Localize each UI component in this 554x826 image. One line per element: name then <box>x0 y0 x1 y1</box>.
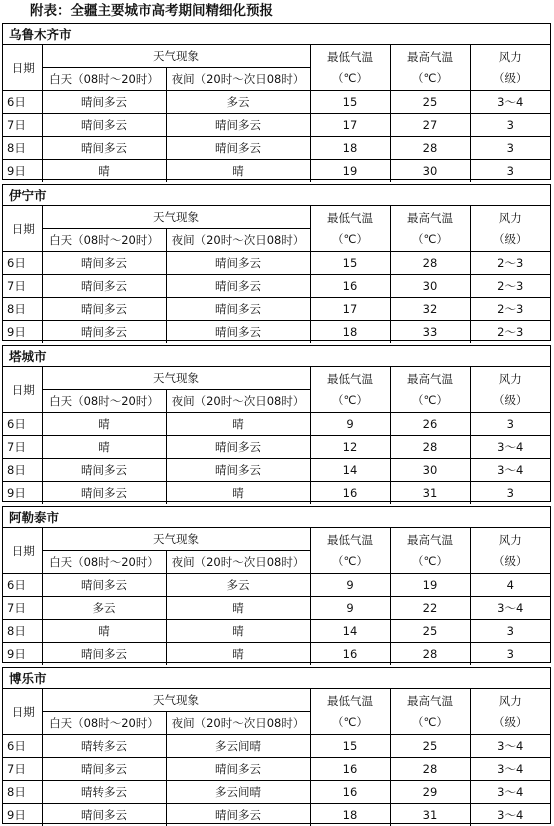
wind-cell: 3 <box>470 482 550 505</box>
table-row <box>3 137 550 160</box>
date-cell: 7日 <box>3 597 42 620</box>
night-weather-cell: 晴间多云 <box>166 275 310 298</box>
wind-cell: 3～4 <box>470 781 550 804</box>
date-header: 日期 <box>3 689 42 735</box>
tmax-cell: 25 <box>390 91 470 114</box>
tmax-cell: 27 <box>390 114 470 137</box>
tmax-cell: 19 <box>390 574 470 597</box>
table-row <box>3 91 550 114</box>
date-cell: 7日 <box>3 114 42 137</box>
forecast-table <box>3 45 550 182</box>
forecast-table <box>3 689 550 826</box>
table-row <box>3 252 550 275</box>
city-section <box>2 23 551 180</box>
date-cell: 8日 <box>3 620 42 643</box>
city-name: 伊宁市 <box>3 185 550 206</box>
wind-header: 风力 （级） <box>470 528 550 574</box>
page-title: 附表：全疆主要城市高考期间精细化预报 <box>30 1 273 21</box>
tmin-cell: 16 <box>310 275 390 298</box>
date-cell: 6日 <box>3 413 42 436</box>
tmax-header: 最高气温 （℃） <box>390 528 470 574</box>
date-cell: 6日 <box>3 735 42 758</box>
table-row <box>3 413 550 436</box>
tmax-header: 最高气温 （℃） <box>390 689 470 735</box>
tmax-cell: 28 <box>390 252 470 275</box>
night-weather-cell: 晴间多云 <box>166 804 310 826</box>
day-weather-cell: 晴 <box>42 160 166 183</box>
date-cell: 9日 <box>3 482 42 505</box>
day-weather-cell: 晴间多云 <box>42 252 166 275</box>
night-weather-cell: 晴间多云 <box>166 298 310 321</box>
tmin-cell: 17 <box>310 114 390 137</box>
date-cell: 9日 <box>3 321 42 344</box>
city-section <box>2 184 551 341</box>
day-weather-cell: 晴转多云 <box>42 781 166 804</box>
night-weather-cell: 多云间晴 <box>166 781 310 804</box>
header-row <box>3 367 550 390</box>
day-weather-cell: 晴 <box>42 413 166 436</box>
night-weather-cell: 晴间多云 <box>166 114 310 137</box>
weather-header: 天气现象 <box>42 689 310 712</box>
table-row <box>3 114 550 137</box>
tmin-cell: 18 <box>310 804 390 826</box>
day-weather-cell: 晴间多云 <box>42 321 166 344</box>
wind-header: 风力 （级） <box>470 206 550 252</box>
tmin-cell: 17 <box>310 298 390 321</box>
tmax-header: 最高气温 （℃） <box>390 45 470 91</box>
night-weather-cell: 多云 <box>166 574 310 597</box>
tmin-cell: 9 <box>310 413 390 436</box>
wind-cell: 3 <box>470 114 550 137</box>
table-row <box>3 620 550 643</box>
date-cell: 7日 <box>3 275 42 298</box>
day-weather-cell: 晴间多云 <box>42 114 166 137</box>
tmax-cell: 31 <box>390 804 470 826</box>
wind-header: 风力 （级） <box>470 367 550 413</box>
table-row <box>3 804 550 826</box>
header-row <box>3 528 550 551</box>
table-row <box>3 643 550 666</box>
table-row <box>3 574 550 597</box>
tmin-cell: 12 <box>310 436 390 459</box>
date-cell: 9日 <box>3 804 42 826</box>
tmin-cell: 18 <box>310 137 390 160</box>
tmin-cell: 19 <box>310 160 390 183</box>
city-section <box>2 345 551 502</box>
day-weather-cell: 晴间多云 <box>42 91 166 114</box>
night-weather-cell: 晴间多云 <box>166 758 310 781</box>
night-header: 夜间（20时～次日08时） <box>166 551 310 574</box>
night-weather-cell: 晴 <box>166 643 310 666</box>
day-weather-cell: 晴间多云 <box>42 758 166 781</box>
forecast-table <box>3 367 550 504</box>
night-weather-cell: 晴 <box>166 597 310 620</box>
table-row <box>3 735 550 758</box>
date-cell: 9日 <box>3 643 42 666</box>
day-weather-cell: 晴转多云 <box>42 735 166 758</box>
tmin-cell: 14 <box>310 459 390 482</box>
tmin-cell: 15 <box>310 91 390 114</box>
tmax-cell: 25 <box>390 735 470 758</box>
wind-header: 风力 （级） <box>470 45 550 91</box>
wind-cell: 3～4 <box>470 436 550 459</box>
wind-cell: 3～4 <box>470 804 550 826</box>
forecast-table <box>3 206 550 343</box>
tmax-cell: 33 <box>390 321 470 344</box>
tmin-header: 最低气温 （℃） <box>310 206 390 252</box>
night-weather-cell: 晴间多云 <box>166 252 310 275</box>
tmax-cell: 30 <box>390 275 470 298</box>
day-weather-cell: 晴间多云 <box>42 459 166 482</box>
tmax-cell: 28 <box>390 137 470 160</box>
day-header: 白天（08时～20时） <box>42 551 166 574</box>
tmin-header: 最低气温 （℃） <box>310 367 390 413</box>
table-row <box>3 758 550 781</box>
tmin-cell: 16 <box>310 482 390 505</box>
tmin-cell: 16 <box>310 643 390 666</box>
date-cell: 8日 <box>3 298 42 321</box>
header-row <box>3 689 550 712</box>
wind-cell: 3 <box>470 137 550 160</box>
night-weather-cell: 晴 <box>166 620 310 643</box>
day-weather-cell: 晴间多云 <box>42 482 166 505</box>
wind-cell: 3 <box>470 620 550 643</box>
table-row <box>3 436 550 459</box>
tmax-cell: 28 <box>390 436 470 459</box>
wind-cell: 2～3 <box>470 252 550 275</box>
night-weather-cell: 多云 <box>166 91 310 114</box>
wind-cell: 2～3 <box>470 321 550 344</box>
table-row <box>3 275 550 298</box>
date-cell: 9日 <box>3 160 42 183</box>
wind-cell: 2～3 <box>470 275 550 298</box>
table-row <box>3 298 550 321</box>
table-row <box>3 459 550 482</box>
table-row <box>3 482 550 505</box>
wind-cell: 3 <box>470 160 550 183</box>
date-header: 日期 <box>3 528 42 574</box>
wind-cell: 3～4 <box>470 735 550 758</box>
header-row <box>3 45 550 68</box>
day-weather-cell: 晴间多云 <box>42 643 166 666</box>
date-header: 日期 <box>3 45 42 91</box>
city-name: 博乐市 <box>3 668 550 689</box>
night-weather-cell: 晴 <box>166 482 310 505</box>
table-row <box>3 321 550 344</box>
date-cell: 6日 <box>3 252 42 275</box>
day-header: 白天（08时～20时） <box>42 68 166 91</box>
day-weather-cell: 晴 <box>42 620 166 643</box>
tmin-cell: 9 <box>310 597 390 620</box>
night-weather-cell: 晴间多云 <box>166 137 310 160</box>
tmin-header: 最低气温 （℃） <box>310 689 390 735</box>
tmax-cell: 25 <box>390 620 470 643</box>
date-cell: 6日 <box>3 91 42 114</box>
tmin-header: 最低气温 （℃） <box>310 45 390 91</box>
tmax-cell: 31 <box>390 482 470 505</box>
tmin-cell: 18 <box>310 321 390 344</box>
day-weather-cell: 晴间多云 <box>42 804 166 826</box>
night-header: 夜间（20时～次日08时） <box>166 229 310 252</box>
night-weather-cell: 多云间晴 <box>166 735 310 758</box>
tmax-cell: 28 <box>390 643 470 666</box>
night-weather-cell: 晴间多云 <box>166 321 310 344</box>
weather-header: 天气现象 <box>42 45 310 68</box>
date-cell: 7日 <box>3 436 42 459</box>
city-name: 阿勒泰市 <box>3 507 550 528</box>
header-row <box>3 206 550 229</box>
tmax-cell: 32 <box>390 298 470 321</box>
day-header: 白天（08时～20时） <box>42 390 166 413</box>
table-row <box>3 781 550 804</box>
night-header: 夜间（20时～次日08时） <box>166 68 310 91</box>
tmax-header: 最高气温 （℃） <box>390 206 470 252</box>
tmax-cell: 22 <box>390 597 470 620</box>
night-weather-cell: 晴 <box>166 413 310 436</box>
tmin-cell: 15 <box>310 735 390 758</box>
wind-cell: 3～4 <box>470 91 550 114</box>
date-cell: 8日 <box>3 781 42 804</box>
city-section <box>2 506 551 663</box>
wind-cell: 3～4 <box>470 459 550 482</box>
table-row <box>3 160 550 183</box>
wind-cell: 3 <box>470 413 550 436</box>
night-weather-cell: 晴 <box>166 160 310 183</box>
day-weather-cell: 多云 <box>42 597 166 620</box>
night-header: 夜间（20时～次日08时） <box>166 390 310 413</box>
wind-cell: 3 <box>470 643 550 666</box>
night-weather-cell: 晴间多云 <box>166 436 310 459</box>
date-cell: 7日 <box>3 758 42 781</box>
weather-header: 天气现象 <box>42 528 310 551</box>
tmax-cell: 30 <box>390 160 470 183</box>
day-weather-cell: 晴间多云 <box>42 275 166 298</box>
date-cell: 8日 <box>3 137 42 160</box>
tmin-cell: 15 <box>310 252 390 275</box>
day-weather-cell: 晴间多云 <box>42 298 166 321</box>
wind-cell: 3～4 <box>470 597 550 620</box>
night-header: 夜间（20时～次日08时） <box>166 712 310 735</box>
wind-cell: 4 <box>470 574 550 597</box>
table-row <box>3 597 550 620</box>
tmin-cell: 14 <box>310 620 390 643</box>
night-weather-cell: 晴间多云 <box>166 459 310 482</box>
weather-header: 天气现象 <box>42 367 310 390</box>
wind-cell: 3～4 <box>470 758 550 781</box>
day-weather-cell: 晴 <box>42 436 166 459</box>
date-cell: 6日 <box>3 574 42 597</box>
date-header: 日期 <box>3 206 42 252</box>
tmax-cell: 29 <box>390 781 470 804</box>
city-name: 乌鲁木齐市 <box>3 24 550 45</box>
tmin-cell: 9 <box>310 574 390 597</box>
day-weather-cell: 晴间多云 <box>42 574 166 597</box>
tmax-cell: 28 <box>390 758 470 781</box>
tmin-header: 最低气温 （℃） <box>310 528 390 574</box>
wind-header: 风力 （级） <box>470 689 550 735</box>
weather-header: 天气现象 <box>42 206 310 229</box>
date-cell: 8日 <box>3 459 42 482</box>
tmin-cell: 16 <box>310 758 390 781</box>
day-header: 白天（08时～20时） <box>42 712 166 735</box>
wind-cell: 2～3 <box>470 298 550 321</box>
tmax-cell: 26 <box>390 413 470 436</box>
tmax-cell: 30 <box>390 459 470 482</box>
city-section <box>2 667 551 824</box>
tmax-header: 最高气温 （℃） <box>390 367 470 413</box>
tmin-cell: 16 <box>310 781 390 804</box>
date-header: 日期 <box>3 367 42 413</box>
day-header: 白天（08时～20时） <box>42 229 166 252</box>
city-name: 塔城市 <box>3 346 550 367</box>
forecast-table <box>3 528 550 665</box>
day-weather-cell: 晴间多云 <box>42 137 166 160</box>
